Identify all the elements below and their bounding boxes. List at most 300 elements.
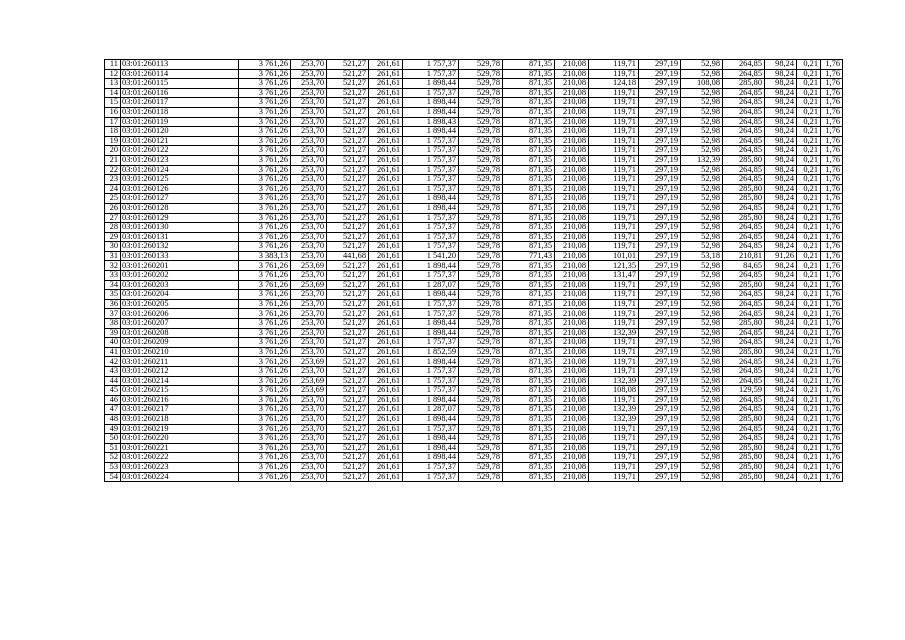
cell-value-col-14: 0,21 bbox=[797, 242, 821, 252]
cell-value-col-10: 297,19 bbox=[639, 127, 681, 137]
cell-value-col-4: 261,61 bbox=[369, 319, 403, 329]
cell-value-col-13: 98,24 bbox=[765, 328, 797, 338]
cell-value-col-4: 261,61 bbox=[369, 232, 403, 242]
cell-value-col-11: 52,98 bbox=[681, 338, 723, 348]
table-row bbox=[105, 165, 843, 175]
cell-value-col-15: 1,76 bbox=[821, 424, 843, 434]
cell-value-col-8: 210,08 bbox=[555, 280, 589, 290]
cell-value-col-8: 210,08 bbox=[555, 175, 589, 185]
cell-value-col-7: 871,35 bbox=[503, 194, 555, 204]
cell-value-col-11: 52,98 bbox=[681, 434, 723, 444]
cell-row-number: 51 bbox=[105, 443, 121, 453]
cell-value-col-4: 261,61 bbox=[369, 271, 403, 281]
cell-value-col-15: 1,76 bbox=[821, 117, 843, 127]
cell-value-col-1: 3 761,26 bbox=[239, 146, 291, 156]
cell-value-col-7: 871,35 bbox=[503, 338, 555, 348]
cell-parcel-code: 03:01:260132 bbox=[121, 242, 239, 252]
cell-value-col-6: 529,78 bbox=[459, 395, 503, 405]
cell-value-col-5: 1 757,37 bbox=[403, 232, 459, 242]
cell-value-col-6: 529,78 bbox=[459, 194, 503, 204]
cell-parcel-code: 03:01:260217 bbox=[121, 405, 239, 415]
cell-value-col-1: 3 761,26 bbox=[239, 261, 291, 271]
cell-value-col-12: 264,85 bbox=[723, 376, 765, 386]
cell-value-col-10: 297,19 bbox=[639, 309, 681, 319]
table-row bbox=[105, 395, 843, 405]
cell-value-col-5: 1 757,37 bbox=[403, 88, 459, 98]
cell-value-col-1: 3 761,26 bbox=[239, 79, 291, 89]
cell-value-col-3: 521,27 bbox=[327, 367, 369, 377]
cell-value-col-13: 98,24 bbox=[765, 395, 797, 405]
cell-value-col-5: 1 757,37 bbox=[403, 424, 459, 434]
cell-value-col-1: 3 761,26 bbox=[239, 60, 291, 70]
cell-value-col-9: 119,71 bbox=[589, 367, 639, 377]
cell-value-col-10: 297,19 bbox=[639, 165, 681, 175]
table-row bbox=[105, 146, 843, 156]
cell-value-col-4: 261,61 bbox=[369, 213, 403, 223]
cell-value-col-3: 521,27 bbox=[327, 271, 369, 281]
cell-value-col-3: 521,27 bbox=[327, 328, 369, 338]
table-row bbox=[105, 251, 843, 261]
cell-value-col-3: 521,27 bbox=[327, 194, 369, 204]
table-row bbox=[105, 472, 843, 482]
cell-value-col-4: 261,61 bbox=[369, 395, 403, 405]
table-row bbox=[105, 290, 843, 300]
cell-value-col-6: 529,78 bbox=[459, 386, 503, 396]
cell-value-col-15: 1,76 bbox=[821, 271, 843, 281]
cell-value-col-14: 0,21 bbox=[797, 117, 821, 127]
cell-value-col-13: 98,24 bbox=[765, 88, 797, 98]
cell-value-col-15: 1,76 bbox=[821, 88, 843, 98]
cell-value-col-6: 529,78 bbox=[459, 280, 503, 290]
cell-value-col-3: 521,27 bbox=[327, 88, 369, 98]
table-row bbox=[105, 367, 843, 377]
cell-row-number: 19 bbox=[105, 136, 121, 146]
cell-value-col-1: 3 761,26 bbox=[239, 338, 291, 348]
cell-value-col-12: 285,80 bbox=[723, 443, 765, 453]
cell-parcel-code: 03:01:260117 bbox=[121, 98, 239, 108]
cell-value-col-11: 52,98 bbox=[681, 309, 723, 319]
cell-value-col-12: 285,80 bbox=[723, 194, 765, 204]
cell-value-col-8: 210,08 bbox=[555, 60, 589, 70]
cell-value-col-15: 1,76 bbox=[821, 434, 843, 444]
cell-row-number: 40 bbox=[105, 338, 121, 348]
cell-value-col-11: 52,98 bbox=[681, 127, 723, 137]
cell-value-col-14: 0,21 bbox=[797, 338, 821, 348]
cell-value-col-4: 261,61 bbox=[369, 347, 403, 357]
cell-row-number: 29 bbox=[105, 232, 121, 242]
cell-value-col-7: 871,35 bbox=[503, 146, 555, 156]
cell-value-col-11: 52,98 bbox=[681, 376, 723, 386]
table-row bbox=[105, 261, 843, 271]
cell-value-col-1: 3 761,26 bbox=[239, 98, 291, 108]
cell-value-col-8: 210,08 bbox=[555, 319, 589, 329]
cell-value-col-8: 210,08 bbox=[555, 213, 589, 223]
cell-value-col-8: 210,08 bbox=[555, 107, 589, 117]
cell-value-col-11: 52,98 bbox=[681, 165, 723, 175]
cell-value-col-9: 119,71 bbox=[589, 98, 639, 108]
cell-value-col-12: 264,85 bbox=[723, 328, 765, 338]
cell-value-col-13: 98,24 bbox=[765, 175, 797, 185]
cell-parcel-code: 03:01:260133 bbox=[121, 251, 239, 261]
cell-value-col-5: 1 757,37 bbox=[403, 462, 459, 472]
cell-value-col-2: 253,70 bbox=[291, 165, 327, 175]
cell-value-col-9: 132,39 bbox=[589, 405, 639, 415]
cell-value-col-1: 3 761,26 bbox=[239, 434, 291, 444]
cell-value-col-2: 253,70 bbox=[291, 338, 327, 348]
cell-value-col-11: 52,98 bbox=[681, 146, 723, 156]
cell-value-col-8: 210,08 bbox=[555, 434, 589, 444]
cell-row-number: 42 bbox=[105, 357, 121, 367]
cell-value-col-7: 871,35 bbox=[503, 424, 555, 434]
cell-value-col-13: 98,24 bbox=[765, 203, 797, 213]
cell-value-col-11: 52,98 bbox=[681, 136, 723, 146]
cell-value-col-10: 297,19 bbox=[639, 98, 681, 108]
cell-parcel-code: 03:01:260131 bbox=[121, 232, 239, 242]
cell-value-col-1: 3 761,26 bbox=[239, 357, 291, 367]
cell-value-col-14: 0,21 bbox=[797, 309, 821, 319]
cell-value-col-15: 1,76 bbox=[821, 347, 843, 357]
cell-value-col-12: 285,80 bbox=[723, 79, 765, 89]
cell-value-col-12: 264,85 bbox=[723, 290, 765, 300]
cell-value-col-4: 261,61 bbox=[369, 88, 403, 98]
cell-value-col-2: 253,69 bbox=[291, 386, 327, 396]
cell-value-col-6: 529,78 bbox=[459, 251, 503, 261]
cell-value-col-9: 119,71 bbox=[589, 395, 639, 405]
cell-value-col-5: 1 541,20 bbox=[403, 251, 459, 261]
cell-value-col-4: 261,61 bbox=[369, 223, 403, 233]
cell-value-col-15: 1,76 bbox=[821, 357, 843, 367]
cell-parcel-code: 03:01:260120 bbox=[121, 127, 239, 137]
cell-parcel-code: 03:01:260118 bbox=[121, 107, 239, 117]
cell-value-col-9: 119,71 bbox=[589, 424, 639, 434]
cell-row-number: 21 bbox=[105, 155, 121, 165]
cell-value-col-3: 521,27 bbox=[327, 136, 369, 146]
cell-value-col-6: 529,78 bbox=[459, 472, 503, 482]
cell-value-col-4: 261,61 bbox=[369, 117, 403, 127]
cell-value-col-10: 297,19 bbox=[639, 194, 681, 204]
cell-value-col-6: 529,78 bbox=[459, 443, 503, 453]
cell-value-col-15: 1,76 bbox=[821, 213, 843, 223]
cell-value-col-14: 0,21 bbox=[797, 453, 821, 463]
cell-value-col-4: 261,61 bbox=[369, 386, 403, 396]
cell-value-col-7: 871,35 bbox=[503, 223, 555, 233]
cell-value-col-15: 1,76 bbox=[821, 136, 843, 146]
cell-value-col-9: 119,71 bbox=[589, 309, 639, 319]
cell-value-col-13: 98,24 bbox=[765, 453, 797, 463]
table-row bbox=[105, 127, 843, 137]
cell-value-col-10: 297,19 bbox=[639, 69, 681, 79]
cell-value-col-7: 871,35 bbox=[503, 155, 555, 165]
table-row bbox=[105, 223, 843, 233]
cell-value-col-13: 98,24 bbox=[765, 376, 797, 386]
cell-value-col-13: 98,24 bbox=[765, 424, 797, 434]
cell-value-col-8: 210,08 bbox=[555, 453, 589, 463]
cell-value-col-1: 3 761,26 bbox=[239, 223, 291, 233]
cell-value-col-4: 261,61 bbox=[369, 251, 403, 261]
cell-value-col-14: 0,21 bbox=[797, 184, 821, 194]
cell-value-col-3: 521,27 bbox=[327, 146, 369, 156]
cell-value-col-5: 1 757,37 bbox=[403, 367, 459, 377]
cell-value-col-6: 529,78 bbox=[459, 60, 503, 70]
cell-value-col-6: 529,78 bbox=[459, 223, 503, 233]
cell-parcel-code: 03:01:260210 bbox=[121, 347, 239, 357]
cell-parcel-code: 03:01:260121 bbox=[121, 136, 239, 146]
cell-parcel-code: 03:01:260116 bbox=[121, 88, 239, 98]
cell-value-col-3: 521,27 bbox=[327, 434, 369, 444]
cell-value-col-15: 1,76 bbox=[821, 165, 843, 175]
cell-value-col-2: 253,70 bbox=[291, 309, 327, 319]
cell-parcel-code: 03:01:260119 bbox=[121, 117, 239, 127]
cell-value-col-6: 529,78 bbox=[459, 232, 503, 242]
cell-value-col-4: 261,61 bbox=[369, 434, 403, 444]
cell-value-col-5: 1 898,44 bbox=[403, 395, 459, 405]
cell-value-col-11: 52,98 bbox=[681, 69, 723, 79]
cell-value-col-5: 1 757,37 bbox=[403, 69, 459, 79]
cell-value-col-2: 253,70 bbox=[291, 79, 327, 89]
cell-value-col-2: 253,70 bbox=[291, 299, 327, 309]
cell-value-col-10: 297,19 bbox=[639, 414, 681, 424]
cell-value-col-5: 1 898,44 bbox=[403, 328, 459, 338]
cell-value-col-8: 210,08 bbox=[555, 271, 589, 281]
table-row bbox=[105, 328, 843, 338]
cell-value-col-1: 3 761,26 bbox=[239, 472, 291, 482]
cell-value-col-2: 253,70 bbox=[291, 242, 327, 252]
cell-value-col-11: 52,98 bbox=[681, 194, 723, 204]
table-row bbox=[105, 443, 843, 453]
cell-value-col-2: 253,69 bbox=[291, 261, 327, 271]
cell-value-col-13: 98,24 bbox=[765, 127, 797, 137]
cell-parcel-code: 03:01:260115 bbox=[121, 79, 239, 89]
cell-value-col-14: 0,21 bbox=[797, 299, 821, 309]
cell-value-col-12: 264,85 bbox=[723, 136, 765, 146]
cell-value-col-14: 0,21 bbox=[797, 88, 821, 98]
cell-value-col-12: 264,85 bbox=[723, 271, 765, 281]
cell-value-col-11: 52,98 bbox=[681, 472, 723, 482]
cell-value-col-13: 98,24 bbox=[765, 347, 797, 357]
cell-row-number: 12 bbox=[105, 69, 121, 79]
cell-value-col-8: 210,08 bbox=[555, 146, 589, 156]
cell-value-col-4: 261,61 bbox=[369, 328, 403, 338]
cell-value-col-5: 1 757,37 bbox=[403, 146, 459, 156]
cell-value-col-9: 101,01 bbox=[589, 251, 639, 261]
cell-value-col-5: 1 757,37 bbox=[403, 184, 459, 194]
cell-row-number: 34 bbox=[105, 280, 121, 290]
cell-value-col-10: 297,19 bbox=[639, 405, 681, 415]
cell-value-col-13: 98,24 bbox=[765, 213, 797, 223]
cell-value-col-9: 119,71 bbox=[589, 107, 639, 117]
cell-value-col-10: 297,19 bbox=[639, 184, 681, 194]
cell-parcel-code: 03:01:260203 bbox=[121, 280, 239, 290]
cell-value-col-10: 297,19 bbox=[639, 88, 681, 98]
table-row bbox=[105, 338, 843, 348]
cell-value-col-3: 521,27 bbox=[327, 472, 369, 482]
cell-value-col-11: 52,98 bbox=[681, 98, 723, 108]
cell-value-col-7: 871,35 bbox=[503, 472, 555, 482]
cell-value-col-13: 98,24 bbox=[765, 405, 797, 415]
cell-value-col-6: 529,78 bbox=[459, 203, 503, 213]
cell-value-col-14: 0,21 bbox=[797, 79, 821, 89]
cell-value-col-13: 98,24 bbox=[765, 472, 797, 482]
cell-value-col-5: 1 898,44 bbox=[403, 203, 459, 213]
cell-value-col-3: 521,27 bbox=[327, 117, 369, 127]
cell-value-col-13: 98,24 bbox=[765, 386, 797, 396]
cell-value-col-11: 53,18 bbox=[681, 251, 723, 261]
cell-row-number: 20 bbox=[105, 146, 121, 156]
cell-row-number: 32 bbox=[105, 261, 121, 271]
cell-value-col-7: 871,35 bbox=[503, 271, 555, 281]
cell-parcel-code: 03:01:260113 bbox=[121, 60, 239, 70]
cell-value-col-3: 521,27 bbox=[327, 299, 369, 309]
cell-value-col-12: 264,85 bbox=[723, 69, 765, 79]
cell-value-col-7: 871,35 bbox=[503, 386, 555, 396]
cell-value-col-11: 52,98 bbox=[681, 232, 723, 242]
cell-value-col-12: 264,85 bbox=[723, 299, 765, 309]
table-row bbox=[105, 453, 843, 463]
cell-value-col-10: 297,19 bbox=[639, 155, 681, 165]
cell-value-col-8: 210,08 bbox=[555, 194, 589, 204]
cell-row-number: 24 bbox=[105, 184, 121, 194]
cell-value-col-15: 1,76 bbox=[821, 223, 843, 233]
cell-value-col-2: 253,70 bbox=[291, 194, 327, 204]
cell-value-col-15: 1,76 bbox=[821, 319, 843, 329]
cell-value-col-13: 98,24 bbox=[765, 434, 797, 444]
cell-value-col-13: 98,24 bbox=[765, 309, 797, 319]
table-row bbox=[105, 424, 843, 434]
cell-parcel-code: 03:01:260222 bbox=[121, 453, 239, 463]
cell-value-col-4: 261,61 bbox=[369, 290, 403, 300]
table-row bbox=[105, 405, 843, 415]
cell-value-col-4: 261,61 bbox=[369, 79, 403, 89]
cell-value-col-2: 253,70 bbox=[291, 232, 327, 242]
cell-value-col-2: 253,70 bbox=[291, 319, 327, 329]
cell-parcel-code: 03:01:260214 bbox=[121, 376, 239, 386]
cell-value-col-1: 3 761,26 bbox=[239, 462, 291, 472]
cell-row-number: 16 bbox=[105, 107, 121, 117]
cell-value-col-7: 871,35 bbox=[503, 203, 555, 213]
cell-value-col-13: 98,24 bbox=[765, 165, 797, 175]
cell-value-col-2: 253,70 bbox=[291, 69, 327, 79]
cell-value-col-3: 521,27 bbox=[327, 107, 369, 117]
cell-value-col-4: 261,61 bbox=[369, 462, 403, 472]
cell-value-col-11: 52,98 bbox=[681, 319, 723, 329]
cell-value-col-1: 3 761,26 bbox=[239, 107, 291, 117]
cell-row-number: 44 bbox=[105, 376, 121, 386]
cell-value-col-1: 3 761,26 bbox=[239, 184, 291, 194]
cell-value-col-9: 119,71 bbox=[589, 357, 639, 367]
cell-value-col-1: 3 761,26 bbox=[239, 319, 291, 329]
cell-value-col-8: 210,08 bbox=[555, 136, 589, 146]
cell-value-col-4: 261,61 bbox=[369, 357, 403, 367]
cell-value-col-12: 264,85 bbox=[723, 223, 765, 233]
cell-value-col-3: 521,27 bbox=[327, 347, 369, 357]
cell-parcel-code: 03:01:260202 bbox=[121, 271, 239, 281]
cell-value-col-7: 871,35 bbox=[503, 79, 555, 89]
cell-value-col-12: 285,80 bbox=[723, 453, 765, 463]
cell-value-col-2: 253,70 bbox=[291, 462, 327, 472]
cell-value-col-12: 264,85 bbox=[723, 367, 765, 377]
cell-value-col-8: 210,08 bbox=[555, 242, 589, 252]
cell-value-col-1: 3 761,26 bbox=[239, 367, 291, 377]
cell-value-col-11: 52,98 bbox=[681, 60, 723, 70]
cell-value-col-6: 529,78 bbox=[459, 146, 503, 156]
cell-value-col-7: 871,35 bbox=[503, 309, 555, 319]
cell-value-col-7: 771,43 bbox=[503, 251, 555, 261]
cell-value-col-2: 253,70 bbox=[291, 203, 327, 213]
cell-value-col-1: 3 761,26 bbox=[239, 290, 291, 300]
cell-value-col-6: 529,78 bbox=[459, 357, 503, 367]
cell-value-col-8: 210,08 bbox=[555, 98, 589, 108]
cell-value-col-7: 871,35 bbox=[503, 88, 555, 98]
cell-value-col-4: 261,61 bbox=[369, 127, 403, 137]
cell-value-col-10: 297,19 bbox=[639, 60, 681, 70]
cell-value-col-12: 285,80 bbox=[723, 472, 765, 482]
cell-value-col-7: 871,35 bbox=[503, 434, 555, 444]
cell-value-col-3: 521,27 bbox=[327, 357, 369, 367]
cell-row-number: 11 bbox=[105, 60, 121, 70]
cell-value-col-5: 1 852,59 bbox=[403, 347, 459, 357]
cell-value-col-9: 131,47 bbox=[589, 271, 639, 281]
cell-parcel-code: 03:01:260218 bbox=[121, 414, 239, 424]
cell-value-col-15: 1,76 bbox=[821, 386, 843, 396]
cell-value-col-4: 261,61 bbox=[369, 194, 403, 204]
cell-value-col-2: 253,70 bbox=[291, 175, 327, 185]
cell-value-col-15: 1,76 bbox=[821, 155, 843, 165]
cell-value-col-13: 98,24 bbox=[765, 242, 797, 252]
cell-value-col-12: 264,85 bbox=[723, 98, 765, 108]
cell-value-col-6: 529,78 bbox=[459, 98, 503, 108]
cell-value-col-11: 52,98 bbox=[681, 443, 723, 453]
cell-parcel-code: 03:01:260204 bbox=[121, 290, 239, 300]
cell-value-col-6: 529,78 bbox=[459, 184, 503, 194]
cell-value-col-5: 1 757,37 bbox=[403, 175, 459, 185]
cell-value-col-13: 98,24 bbox=[765, 60, 797, 70]
cell-value-col-10: 297,19 bbox=[639, 223, 681, 233]
cell-value-col-3: 521,27 bbox=[327, 127, 369, 137]
cell-value-col-14: 0,21 bbox=[797, 405, 821, 415]
cell-value-col-10: 297,19 bbox=[639, 290, 681, 300]
cell-value-col-5: 1 757,37 bbox=[403, 155, 459, 165]
cell-value-col-9: 132,39 bbox=[589, 376, 639, 386]
cell-value-col-8: 210,08 bbox=[555, 405, 589, 415]
cell-value-col-13: 98,24 bbox=[765, 194, 797, 204]
cell-value-col-8: 210,08 bbox=[555, 88, 589, 98]
cell-value-col-15: 1,76 bbox=[821, 462, 843, 472]
table-row bbox=[105, 357, 843, 367]
cell-value-col-13: 98,24 bbox=[765, 69, 797, 79]
cell-value-col-4: 261,61 bbox=[369, 60, 403, 70]
cell-value-col-9: 119,71 bbox=[589, 117, 639, 127]
cell-value-col-8: 210,08 bbox=[555, 79, 589, 89]
cell-value-col-2: 253,70 bbox=[291, 117, 327, 127]
cell-value-col-15: 1,76 bbox=[821, 309, 843, 319]
cell-value-col-4: 261,61 bbox=[369, 155, 403, 165]
cell-value-col-10: 297,19 bbox=[639, 443, 681, 453]
cell-value-col-11: 52,98 bbox=[681, 184, 723, 194]
cell-value-col-12: 264,85 bbox=[723, 203, 765, 213]
cell-value-col-1: 3 761,26 bbox=[239, 127, 291, 137]
cell-value-col-6: 529,78 bbox=[459, 155, 503, 165]
cell-value-col-12: 285,80 bbox=[723, 414, 765, 424]
cell-value-col-9: 119,71 bbox=[589, 242, 639, 252]
cell-value-col-7: 871,35 bbox=[503, 443, 555, 453]
cell-value-col-3: 521,27 bbox=[327, 453, 369, 463]
cell-parcel-code: 03:01:260215 bbox=[121, 386, 239, 396]
cell-value-col-15: 1,76 bbox=[821, 414, 843, 424]
cell-value-col-15: 1,76 bbox=[821, 251, 843, 261]
cell-value-col-8: 210,08 bbox=[555, 338, 589, 348]
cell-value-col-11: 52,98 bbox=[681, 299, 723, 309]
cell-value-col-5: 1 757,37 bbox=[403, 165, 459, 175]
